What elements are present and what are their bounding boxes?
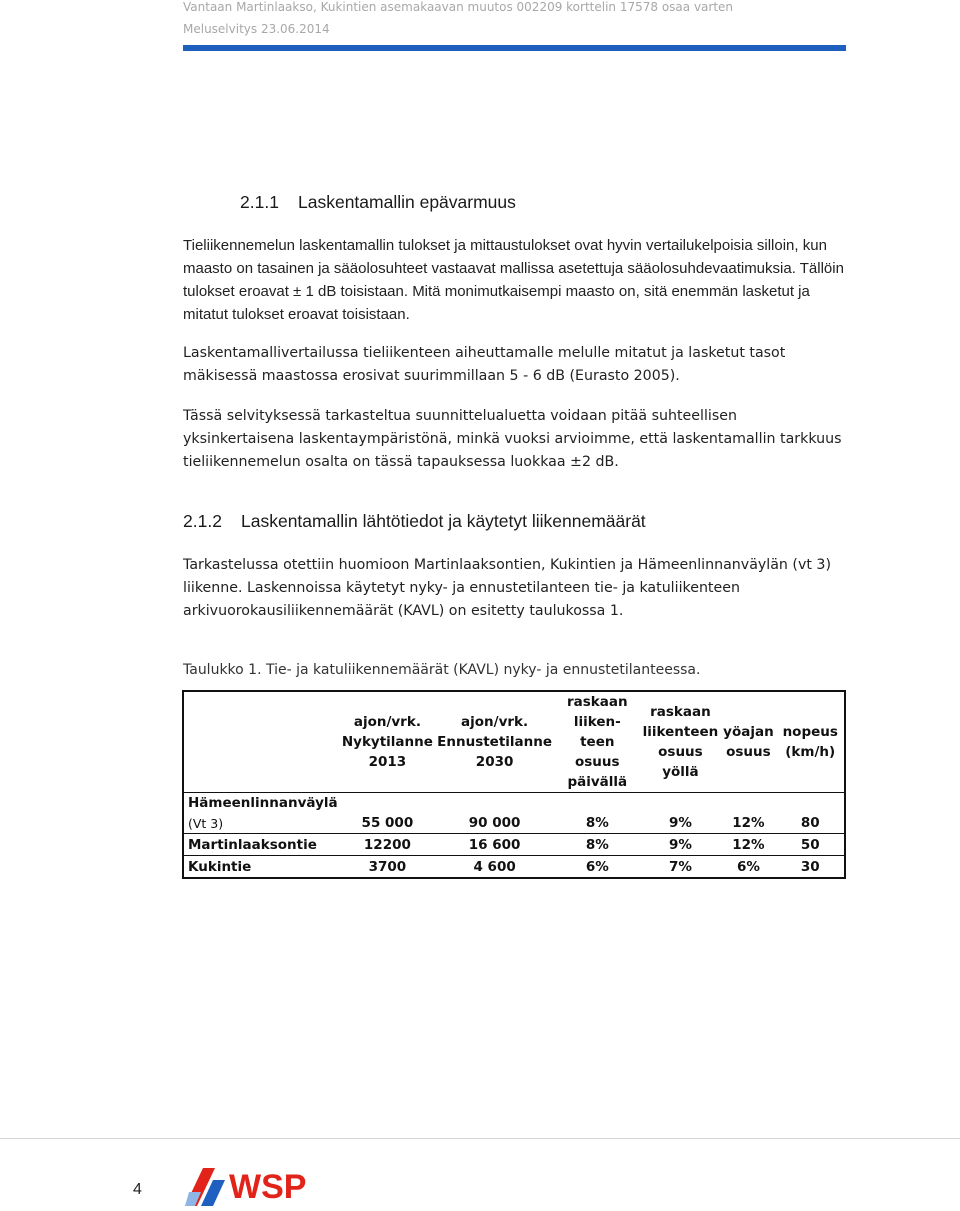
- header-line: (km/h): [785, 744, 836, 760]
- value-speed: 50: [800, 836, 820, 853]
- value-current: 55 000: [361, 815, 414, 831]
- section-title: Laskentamallin lähtötiedot ja käytetyt liikennemäärät: [241, 511, 646, 531]
- footer-rule: [0, 1138, 960, 1139]
- header-line: Nykytilanne: [341, 734, 433, 750]
- value-heavy-day: 6%: [585, 858, 609, 875]
- value-current: 3700: [368, 858, 407, 875]
- wsp-logo: [183, 1162, 318, 1208]
- paragraph-model-accuracy: Tieliikennemelun laskentamallin tulokset ja mittaustulokset ovat hyvin vertailukelpoisia silloin, kun maasto on tasainen ja sääolosuhteet vastaavat mallissa asetettuja sääolosuhdevaatimuksia. Tällöin tulokset eroavat ± 1 dB toisistaan. Mitä monimutkaisempi maasto on, sitä enemmän lasketut ja mitatut tulokset eroavat toisistaan.: [183, 237, 844, 323]
- header-cell-heavy-night: [641, 691, 721, 793]
- document-header-title: Vantaan Martinlaakso, Kukintien asemakaavan muutos 002209 korttelin 17578 osaa varten: [183, 0, 734, 14]
- value-current: 12200: [363, 836, 411, 853]
- header-line: 2030: [475, 754, 514, 770]
- header-line: ajon/vrk.: [353, 714, 421, 730]
- table-header-row: [183, 691, 845, 793]
- value-speed: 30: [800, 858, 820, 875]
- header-cell-heavy-day: [554, 691, 640, 793]
- value-night-share: 12%: [732, 815, 765, 831]
- header-line: liikenteen: [642, 724, 719, 740]
- table-row: [183, 793, 845, 814]
- road-subname: (Vt 3): [188, 815, 224, 831]
- header-line: yöllä: [662, 764, 699, 780]
- paragraph-study-accuracy: Tässä selvityksessä tarkasteltua suunnittelualuetta voidaan pitää suhteellisen yksinkertaisena laskentaympäristönä, minkä vuoksi arvioimme, että laskentamallin tarkkuus tieliikennemelun osalta on tässä tapauksessa luokkaa ±2 dB.: [183, 408, 842, 470]
- traffic-volume-table: [182, 690, 846, 879]
- value-forecast: 90 000: [468, 815, 521, 831]
- logo-text: WSP: [229, 1168, 307, 1206]
- header-cell-forecast: [435, 691, 554, 793]
- table-row-values: [183, 813, 845, 834]
- section-number: 2.1.2: [183, 511, 222, 531]
- paragraph-model-comparison: Laskentamallivertailussa tieliikenteen aiheuttamalle melulle mitatut ja lasketut tasot mäkisessä maastossa erosivat suurimmillaan 5 - 6 dB (Eurasto 2005).: [183, 345, 786, 384]
- value-heavy-night: 9%: [668, 815, 692, 831]
- header-line: raskaan: [650, 704, 711, 720]
- header-line: Ennustetilanne: [437, 734, 553, 750]
- table-caption: Taulukko 1. Tie- ja katuliikennemäärät (KAVL) nyky- ja ennustetilanteessa.: [183, 662, 701, 678]
- header-accent-rule: [183, 45, 846, 51]
- road-name: Martinlaaksontie: [188, 836, 317, 853]
- header-line: ajon/vrk.: [461, 714, 529, 730]
- section-title: Laskentamallin epävarmuus: [298, 192, 516, 212]
- value-night-share: 6%: [736, 858, 760, 875]
- road-name: Hämeenlinnanväylä: [188, 795, 338, 811]
- table-row: [183, 856, 845, 879]
- header-cell-night-share: [720, 691, 776, 793]
- value-forecast: 16 600: [468, 836, 521, 853]
- paragraph-traffic-sources: Tarkastelussa otettiin huomioon Martinlaaksontien, Kukintien ja Hämeenlinnanväylän (vt 3) liikenne. Laskennoissa käytetyt nyky- ja ennustetilanteen tie- ja katuliikenteen arkivuorokausiliikennemäärät (KAVL) on esitetty taulukossa 1.: [183, 557, 831, 619]
- section-heading-2-1-1: [240, 192, 516, 213]
- header-line: nopeus: [782, 724, 838, 740]
- header-line: osuus: [726, 744, 771, 760]
- value-heavy-night: 7%: [668, 858, 692, 875]
- value-night-share: 12%: [732, 836, 765, 853]
- document-header-date: Meluselvitys 23.06.2014: [183, 22, 330, 36]
- header-cell-speed: [776, 691, 845, 793]
- value-heavy-night: 9%: [668, 836, 692, 853]
- section-number: 2.1.1: [240, 192, 279, 212]
- page-number: 4: [133, 1181, 142, 1198]
- header-cell-empty: [183, 691, 340, 793]
- section-heading-2-1-2: [183, 511, 646, 532]
- table-row: [183, 834, 845, 856]
- value-forecast: 4 600: [473, 858, 516, 875]
- header-line: teen osuus: [575, 734, 620, 770]
- header-cell-current: [340, 691, 436, 793]
- road-name: Kukintie: [188, 858, 252, 875]
- header-line: raskaan liiken-: [566, 694, 628, 730]
- header-line: 2013: [368, 754, 407, 770]
- value-heavy-day: 8%: [585, 836, 609, 853]
- header-line: yöajan: [723, 724, 774, 740]
- header-line: osuus: [658, 744, 703, 760]
- value-heavy-day: 8%: [585, 815, 609, 831]
- value-speed: 80: [800, 815, 820, 831]
- header-line: päivällä: [567, 774, 628, 790]
